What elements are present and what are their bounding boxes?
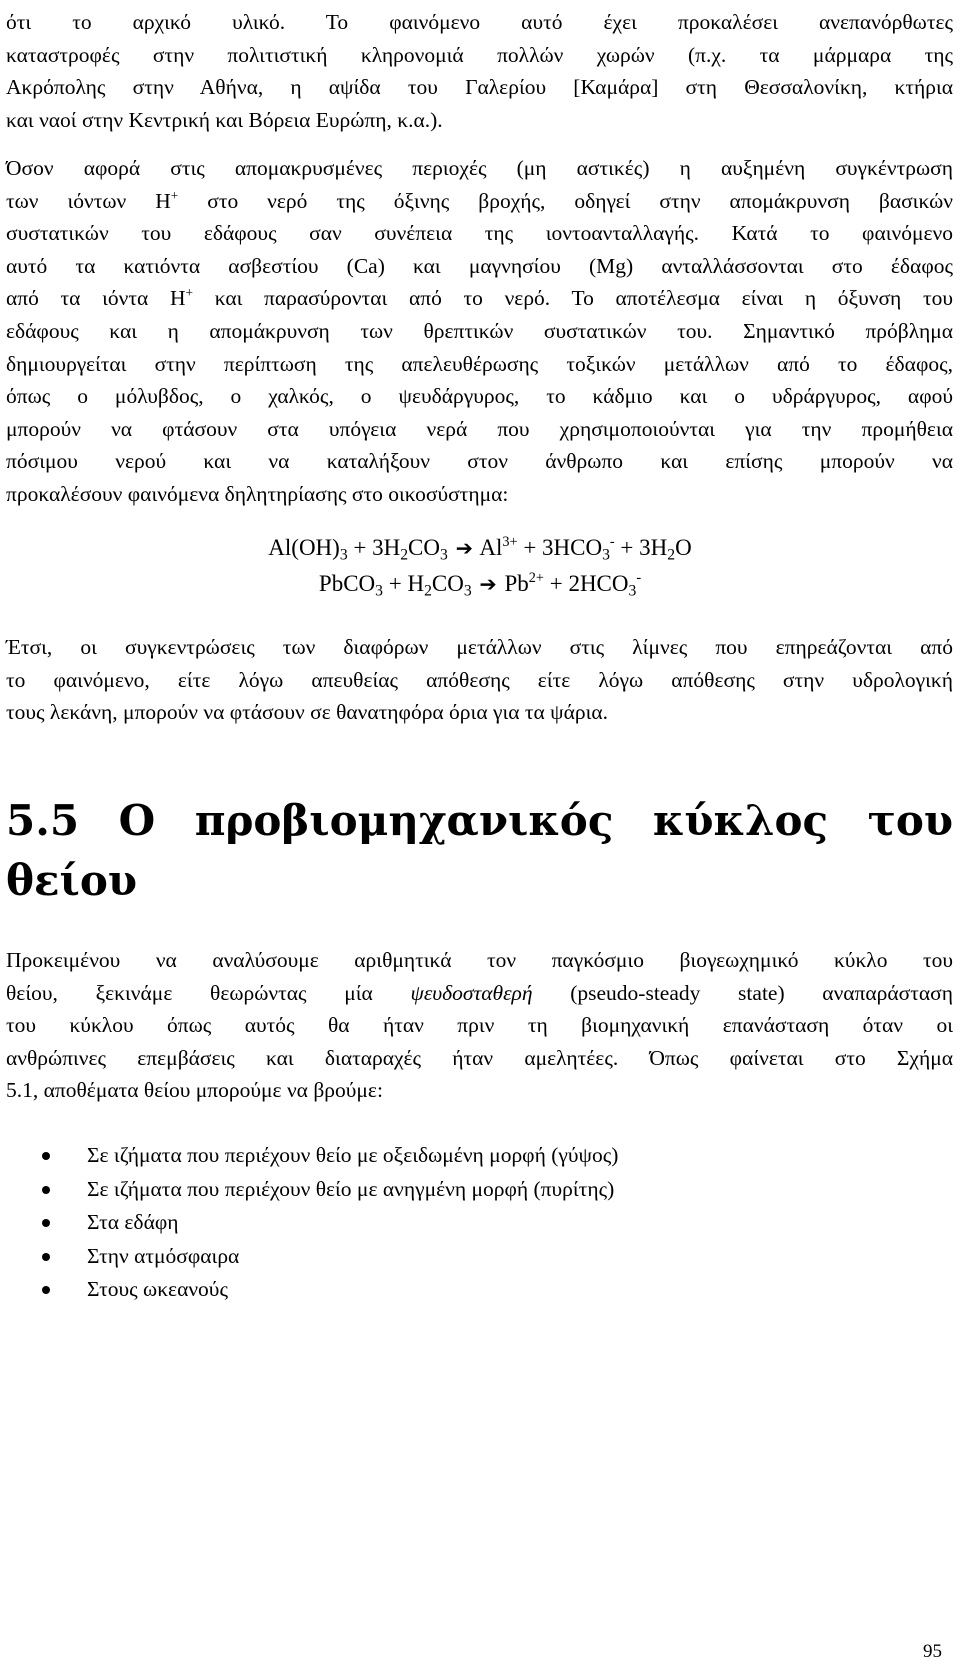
text-line: Προκειμένου να αναλύσουμε αριθμητικά τον παγκόσμιο βιογεωχημικό κύκλο του [6, 948, 953, 972]
list-item: Στους ωκεανούς [0, 1273, 618, 1307]
page-number: 95 [923, 1641, 942, 1662]
text-line: του κύκλου όπως αυτός θα ήταν πριν τη βιομηχανική επανάσταση όταν οι [6, 1013, 953, 1038]
section-number: 5.5 [6, 796, 80, 845]
reaction-arrow-icon: ➔ [455, 536, 473, 560]
reaction-arrow-icon: ➔ [479, 572, 497, 596]
text-line: το φαινόμενο, είτε λόγω απευθείας απόθεσης είτε λόγω απόθεσης στην υδρολογική [6, 667, 953, 692]
sulfur-reservoirs-list [0, 1139, 618, 1307]
paragraph-metal-concentrations [6, 631, 953, 729]
text-line: προκαλέσουν φαινόμενα δηλητηρίασης στο οικοσύστημα: [6, 481, 509, 506]
section-title-line1: Ο προβιομηχανικός κύκλος του [118, 796, 953, 845]
text-line: συστατικών του εδάφους σαν συνέπεια της ιοντοανταλλαγής. Κατά το φαινόμενο [6, 221, 953, 246]
text-line: μπορούν να φτάσουν στα υπόγεια νερά που χρησιμοποιούνται για την προμήθεια [6, 416, 953, 441]
text-line: αυτό τα κατιόντα ασβεστίου (Ca) και μαγνησίου (Mg) ανταλλάσσονται στο έδαφος [6, 253, 953, 278]
chemical-equations [0, 530, 960, 602]
text-line: τους λεκάνη, μπορούν να φτάσουν σε θανατηφόρα όρια για τα ψάρια. [6, 700, 609, 725]
superscript: + [170, 187, 179, 203]
text-line: Ακρόπολης στην Αθήνα, η αψίδα του Γαλερίου [Καμάρα] στη Θεσσαλονίκη, κτήρια [6, 75, 953, 100]
text-line: πόσιμου νερού και να καταλήξουν στον άνθρωπο και επίσης μπορούν να [6, 449, 953, 474]
text-line: και ναοί στην Κεντρική και Βόρεια Ευρώπη, κ.α.). [6, 107, 443, 132]
text-line: ότι το αρχικό υλικό. Το φαινόμενο αυτό έχει προκαλέσει ανεπανόρθωτες [6, 10, 953, 34]
list-item: Στην ατμόσφαιρα [0, 1240, 618, 1274]
list-item: Σε ιζήματα που περιέχουν θείο με ανηγμένη μορφή (πυρίτης) [0, 1173, 618, 1207]
text-line: 5.1, αποθέματα θείου μπορούμε να βρούμε: [6, 1078, 383, 1103]
text-line: θείου, ξεκινάμε θεωρώντας μία ψευδοσταθερή (pseudo-steady state) αναπαράσταση [6, 980, 953, 1005]
section-heading [6, 791, 953, 911]
text-line: Όσον αφορά στις απομακρυσμένες περιοχές (μη αστικές) η αυξημένη συγκέντρωση [6, 156, 953, 180]
equation-aluminium-hydroxide: $Al(OH)_3 + 3H_2CO_3$ ➔ $Al^{3+} + 3HCO_3^- + 3H_2O$ [268, 534, 692, 564]
text-line: όπως ο μόλυβδος, ο χαλκός, ο ψευδάργυρος, το κάδμιο και ο υδράργυρος, αφού [6, 384, 953, 409]
text-line: ανθρώπινες επεμβάσεις και διαταραχές ήταν αμελητέες. Όπως φαίνεται στο Σχήμα [6, 1045, 953, 1070]
paragraph-sulfur-cycle-intro [6, 944, 953, 1107]
emphasis-term: ψευδοσταθερή [410, 980, 533, 1005]
equation-lead-carbonate: PbCO$_3$ + $H_2CO_3$ ➔ $Pb^{2+} + 2HCO_3^-$ [318, 570, 642, 600]
text-line: από τα ιόντα H+ και παρασύρονται από το νερό. Το αποτέλεσμα είναι η όξυνση του [6, 285, 953, 311]
list-item: Σε ιζήματα που περιέχουν θείο με οξειδωμένη μορφή (γύψος) [0, 1139, 618, 1173]
list-item: Στα εδάφη [0, 1206, 618, 1240]
section-title-line2: θείου [6, 856, 138, 905]
superscript: + [185, 285, 194, 301]
text-line: των ιόντων H+ στο νερό της όξινης βροχής, οδηγεί στην απομάκρυνση βασικών [6, 187, 953, 213]
paragraph-remote-areas [6, 152, 953, 511]
text-line: καταστροφές στην πολιτιστική κληρονομιά πολλών χωρών (π.χ. τα μάρμαρα της [6, 42, 953, 67]
paragraph-acid-rain-heritage [6, 6, 953, 136]
text-line: εδάφους και η απομάκρυνση των θρεπτικών συστατικών του. Σημαντικό πρόβλημα [6, 318, 953, 343]
text-line: δημιουργείται στην περίπτωση της απελευθέρωσης τοξικών μετάλλων από το έδαφος, [6, 351, 953, 376]
text-line: Έτσι, οι συγκεντρώσεις των διαφόρων μετάλλων στις λίμνες που επηρεάζονται από [6, 635, 953, 659]
